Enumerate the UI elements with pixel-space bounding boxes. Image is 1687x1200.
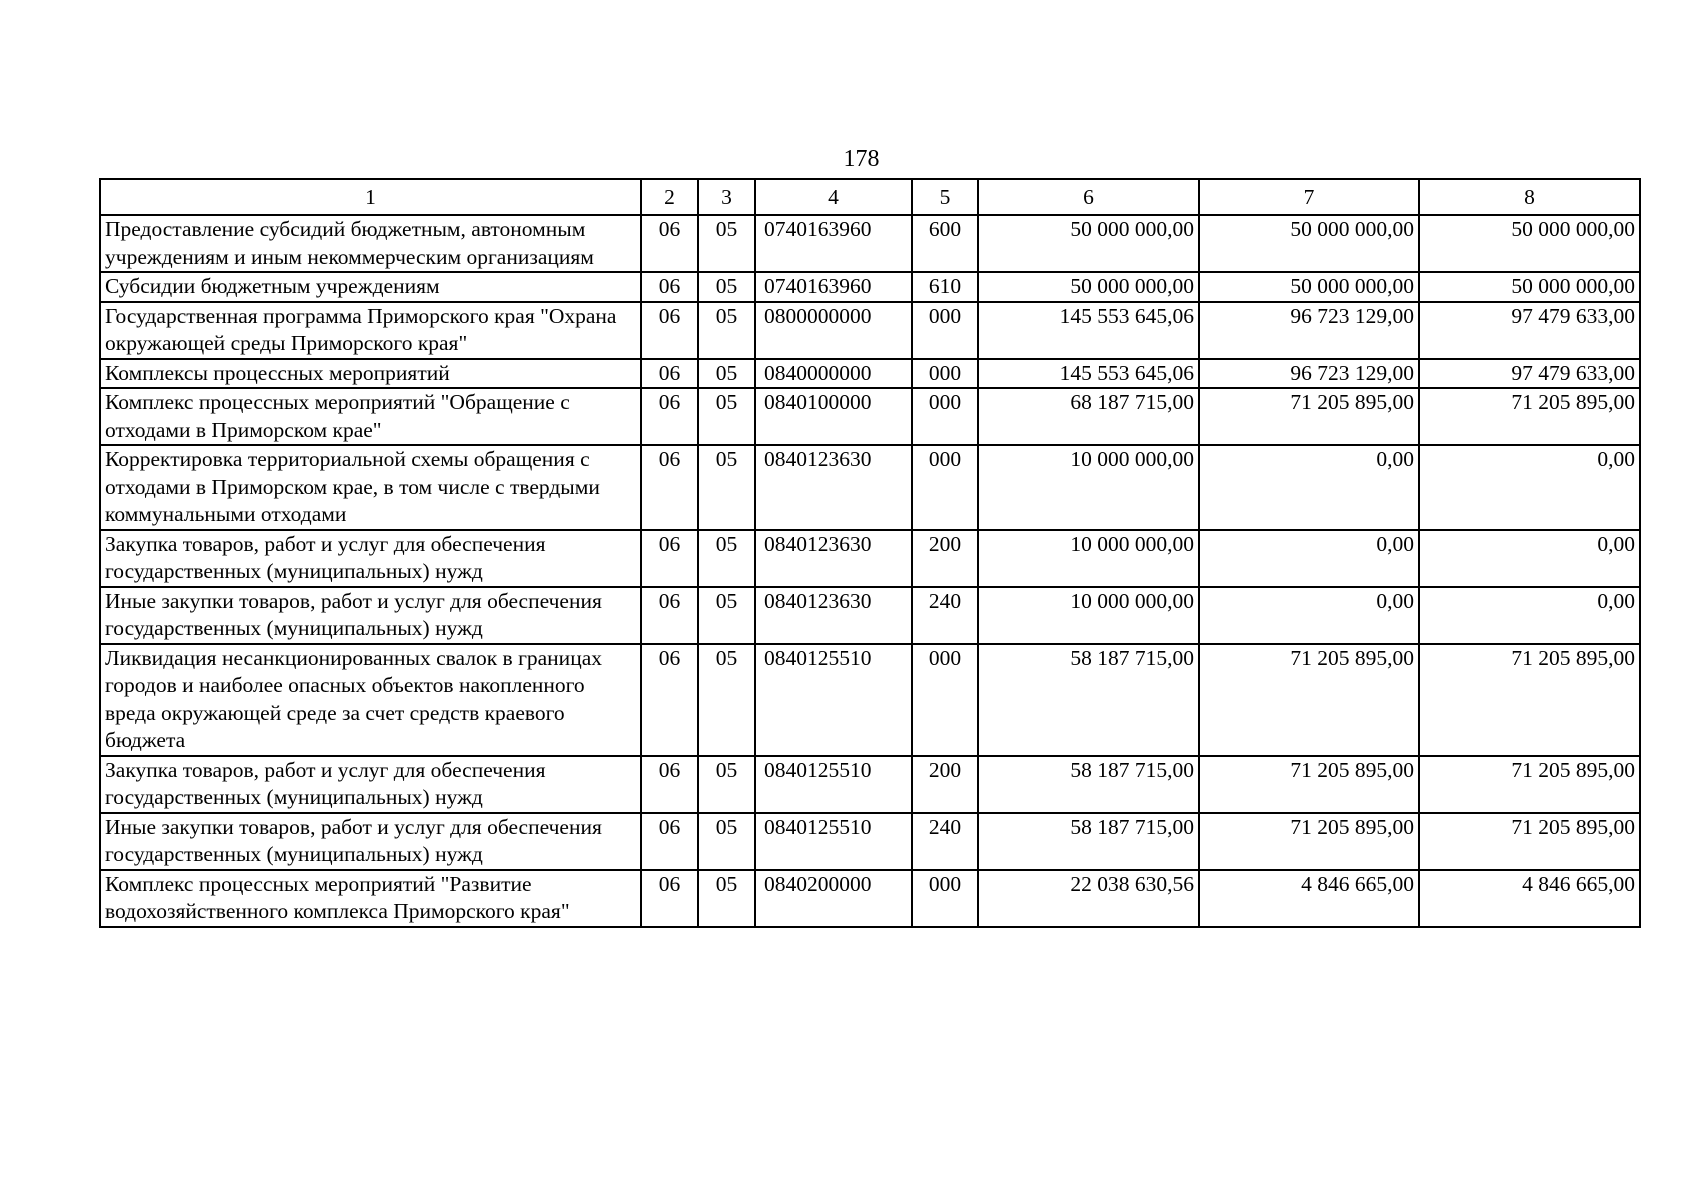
row-amount-6: 145 553 645,06 (978, 359, 1199, 389)
row-amount-8: 4 846 665,00 (1419, 870, 1640, 927)
row-code-5: 000 (912, 870, 978, 927)
row-amount-7: 71 205 895,00 (1199, 813, 1419, 870)
row-name: Комплексы процессных мероприятий (100, 359, 641, 389)
row-name: Комплекс процессных мероприятий "Развитие водохозяйственного комплекса Приморского края" (100, 870, 641, 927)
row-amount-7: 71 205 895,00 (1199, 644, 1419, 756)
row-code-3: 05 (698, 587, 755, 644)
row-amount-6: 50 000 000,00 (978, 215, 1199, 272)
row-name: Комплекс процессных мероприятий "Обращение с отходами в Приморском крае" (100, 388, 641, 445)
column-header: 2 (641, 179, 698, 215)
row-code-4: 0840000000 (755, 359, 912, 389)
row-code-3: 05 (698, 644, 755, 756)
row-amount-7: 50 000 000,00 (1199, 215, 1419, 272)
row-name: Иные закупки товаров, работ и услуг для обеспечения государственных (муниципальных) нужд (100, 587, 641, 644)
row-code-2: 06 (641, 813, 698, 870)
row-name: Субсидии бюджетным учреждениям (100, 272, 641, 302)
row-code-4: 0840100000 (755, 388, 912, 445)
row-name: Иные закупки товаров, работ и услуг для обеспечения государственных (муниципальных) нужд (100, 813, 641, 870)
row-code-4: 0740163960 (755, 215, 912, 272)
row-amount-8: 71 205 895,00 (1419, 756, 1640, 813)
row-code-4: 0800000000 (755, 302, 912, 359)
row-code-3: 05 (698, 302, 755, 359)
row-code-5: 600 (912, 215, 978, 272)
row-amount-7: 4 846 665,00 (1199, 870, 1419, 927)
row-amount-8: 71 205 895,00 (1419, 388, 1640, 445)
column-header: 7 (1199, 179, 1419, 215)
table-row (100, 644, 1640, 756)
header-row (100, 179, 1640, 215)
row-code-3: 05 (698, 756, 755, 813)
row-code-2: 06 (641, 530, 698, 587)
column-header: 4 (755, 179, 912, 215)
row-code-3: 05 (698, 530, 755, 587)
row-amount-8: 50 000 000,00 (1419, 215, 1640, 272)
row-amount-6: 10 000 000,00 (978, 445, 1199, 530)
row-code-2: 06 (641, 359, 698, 389)
row-name: Предоставление субсидий бюджетным, автономным учреждениям и иным некоммерческим организациям (100, 215, 641, 272)
row-code-3: 05 (698, 359, 755, 389)
row-code-5: 240 (912, 813, 978, 870)
row-amount-7: 0,00 (1199, 587, 1419, 644)
table-row (100, 587, 1640, 644)
row-amount-7: 0,00 (1199, 530, 1419, 587)
row-code-2: 06 (641, 756, 698, 813)
column-header: 5 (912, 179, 978, 215)
table-row (100, 359, 1640, 389)
row-amount-6: 68 187 715,00 (978, 388, 1199, 445)
row-amount-8: 97 479 633,00 (1419, 302, 1640, 359)
table-row (100, 388, 1640, 445)
row-code-4: 0740163960 (755, 272, 912, 302)
row-code-3: 05 (698, 813, 755, 870)
row-code-5: 000 (912, 359, 978, 389)
row-amount-7: 50 000 000,00 (1199, 272, 1419, 302)
row-code-4: 0840123630 (755, 587, 912, 644)
row-amount-6: 58 187 715,00 (978, 756, 1199, 813)
row-code-4: 0840125510 (755, 644, 912, 756)
page-number: 178 (843, 146, 880, 172)
row-code-2: 06 (641, 272, 698, 302)
table-row (100, 272, 1640, 302)
row-code-4: 0840125510 (755, 756, 912, 813)
row-code-3: 05 (698, 388, 755, 445)
table-row (100, 445, 1640, 530)
row-amount-6: 145 553 645,06 (978, 302, 1199, 359)
column-header: 3 (698, 179, 755, 215)
column-header: 8 (1419, 179, 1640, 215)
row-amount-7: 0,00 (1199, 445, 1419, 530)
row-amount-6: 58 187 715,00 (978, 644, 1199, 756)
row-amount-6: 10 000 000,00 (978, 530, 1199, 587)
row-code-3: 05 (698, 870, 755, 927)
column-header: 6 (978, 179, 1199, 215)
row-amount-6: 58 187 715,00 (978, 813, 1199, 870)
row-code-4: 0840200000 (755, 870, 912, 927)
row-amount-7: 96 723 129,00 (1199, 359, 1419, 389)
row-amount-8: 0,00 (1419, 530, 1640, 587)
row-name: Ликвидация несанкционированных свалок в границах городов и наиболее опасных объектов накопленного вреда окружающей среде за счет средств краевого бюджета (100, 644, 641, 756)
row-code-4: 0840123630 (755, 445, 912, 530)
row-amount-7: 96 723 129,00 (1199, 302, 1419, 359)
row-code-2: 06 (641, 302, 698, 359)
row-code-3: 05 (698, 445, 755, 530)
row-name: Закупка товаров, работ и услуг для обеспечения государственных (муниципальных) нужд (100, 756, 641, 813)
row-name: Закупка товаров, работ и услуг для обеспечения государственных (муниципальных) нужд (100, 530, 641, 587)
row-code-2: 06 (641, 215, 698, 272)
row-code-2: 06 (641, 445, 698, 530)
column-header: 1 (100, 179, 641, 215)
row-amount-8: 71 205 895,00 (1419, 644, 1640, 756)
budget-table (99, 178, 1641, 928)
row-amount-7: 71 205 895,00 (1199, 756, 1419, 813)
row-code-5: 000 (912, 388, 978, 445)
row-amount-6: 50 000 000,00 (978, 272, 1199, 302)
row-code-4: 0840125510 (755, 813, 912, 870)
table-row (100, 302, 1640, 359)
table-row (100, 813, 1640, 870)
row-amount-7: 71 205 895,00 (1199, 388, 1419, 445)
row-amount-6: 10 000 000,00 (978, 587, 1199, 644)
row-code-2: 06 (641, 870, 698, 927)
row-code-4: 0840123630 (755, 530, 912, 587)
row-name: Корректировка территориальной схемы обращения с отходами в Приморском крае, в том числе с твердыми коммунальными отходами (100, 445, 641, 530)
row-code-5: 000 (912, 644, 978, 756)
row-code-5: 000 (912, 302, 978, 359)
row-amount-8: 97 479 633,00 (1419, 359, 1640, 389)
row-amount-8: 0,00 (1419, 445, 1640, 530)
table-row (100, 215, 1640, 272)
row-code-2: 06 (641, 644, 698, 756)
row-amount-8: 71 205 895,00 (1419, 813, 1640, 870)
row-code-5: 610 (912, 272, 978, 302)
table-row (100, 756, 1640, 813)
table-row (100, 870, 1640, 927)
row-code-2: 06 (641, 587, 698, 644)
row-amount-8: 50 000 000,00 (1419, 272, 1640, 302)
row-code-5: 000 (912, 445, 978, 530)
row-amount-8: 0,00 (1419, 587, 1640, 644)
row-code-5: 200 (912, 756, 978, 813)
row-code-2: 06 (641, 388, 698, 445)
row-amount-6: 22 038 630,56 (978, 870, 1199, 927)
table-row (100, 530, 1640, 587)
row-code-5: 200 (912, 530, 978, 587)
row-code-3: 05 (698, 215, 755, 272)
row-code-5: 240 (912, 587, 978, 644)
row-code-3: 05 (698, 272, 755, 302)
row-name: Государственная программа Приморского края "Охрана окружающей среды Приморского края" (100, 302, 641, 359)
